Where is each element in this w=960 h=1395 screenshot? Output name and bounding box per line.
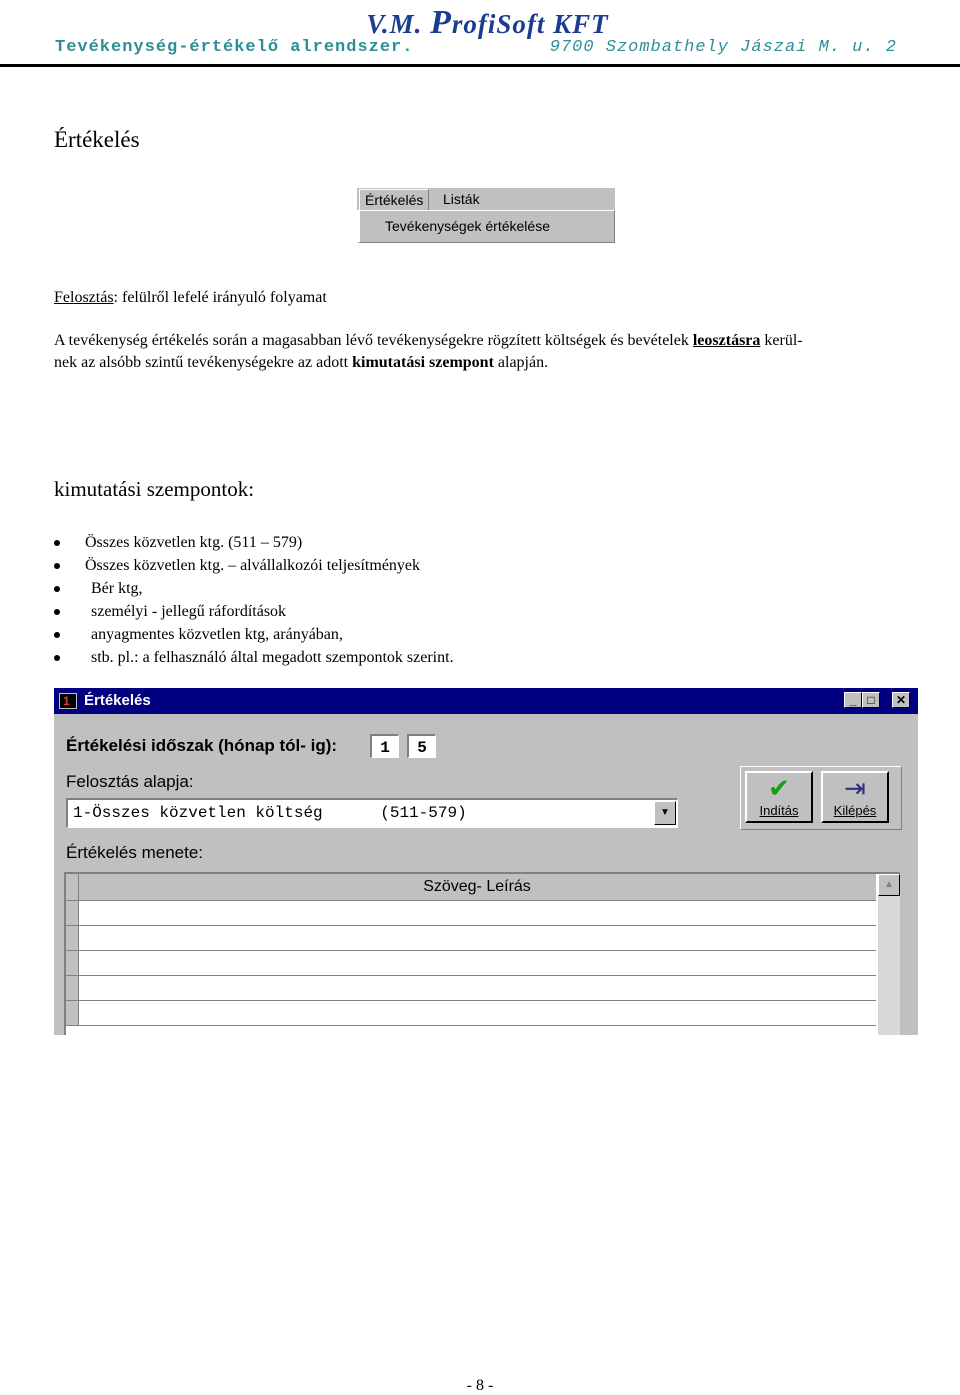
- header-address: 9700 Szombathely Jászai M. u. 2: [549, 38, 897, 57]
- page-number: - 8 -: [466, 1377, 494, 1394]
- menu-screenshot: [357, 188, 615, 243]
- action-panel: [740, 766, 902, 830]
- felosztas-heading: [54, 289, 327, 307]
- grid-header: [66, 874, 876, 901]
- table-row[interactable]: [66, 976, 876, 1001]
- menu-item-ertekeles[interactable]: Értékelés: [359, 189, 429, 211]
- vertical-scrollbar[interactable]: [878, 874, 900, 1035]
- table-row[interactable]: [66, 951, 876, 976]
- page-title: Értékelés: [54, 127, 140, 152]
- period-from-field[interactable]: 1: [370, 734, 399, 758]
- description-paragraph: [54, 330, 924, 374]
- progress-grid[interactable]: [64, 872, 900, 1035]
- header-subsystem: Tevékenység-értékelő alrendszer.: [55, 38, 414, 57]
- para-text-4: alapján.: [493, 354, 549, 371]
- checkmark-icon: ✔: [768, 773, 790, 803]
- progress-label: Értékelés menete:: [66, 843, 204, 862]
- basis-select[interactable]: [66, 798, 678, 828]
- company-name: [0, 4, 960, 42]
- dialog-titlebar[interactable]: [54, 688, 918, 714]
- para-text-1: A tevékenység értékelés során a magasabban lévő tevékenységekre rögzített költségek és bevételek: [54, 332, 693, 349]
- felosztas-term: Felosztás: [54, 289, 114, 306]
- para-text-3: nek az alsóbb szintű tevékenységekre az adott: [54, 354, 353, 371]
- basis-label: Felosztás alapja:: [66, 772, 194, 791]
- exit-door-icon: ⇥: [844, 773, 866, 803]
- dialog-title: Értékelés: [84, 692, 151, 709]
- close-icon[interactable]: ✕: [892, 692, 910, 708]
- bullet-icon: [54, 563, 60, 569]
- exit-button-label: Kilépés: [833, 803, 877, 818]
- maximize-icon[interactable]: □: [862, 692, 880, 708]
- menu-item-tevekenysegek-ertekelese[interactable]: Tevékenységek értékelése: [385, 218, 550, 234]
- bullet-icon: [54, 632, 60, 638]
- basis-selected-value: 1-Összes közvetlen költség (511-579): [73, 804, 467, 822]
- header-rule: [0, 64, 960, 67]
- period-to-field[interactable]: 5: [407, 734, 436, 758]
- kimutatasi-heading: kimutatási szempontok:: [54, 477, 255, 501]
- exit-button[interactable]: [821, 771, 889, 823]
- para-text-2: kerül-: [760, 332, 803, 349]
- minimize-icon[interactable]: _: [844, 692, 862, 708]
- company-prefix: V.M.: [366, 9, 431, 39]
- bullet-icon: [54, 609, 60, 615]
- bullet-icon: [54, 655, 60, 661]
- period-label: Értékelési időszak (hónap tól- ig):: [66, 736, 338, 755]
- company-rest: rofiSoft KFT: [451, 9, 609, 39]
- para-bold-term: kimutatási szempont: [352, 354, 494, 371]
- chevron-down-icon[interactable]: ▼: [654, 801, 676, 825]
- bullet-icon: [54, 540, 60, 546]
- grid-column-header[interactable]: Szöveg- Leírás: [423, 878, 531, 895]
- menu-item-listak[interactable]: Listák: [443, 191, 480, 207]
- scroll-up-icon[interactable]: ▲: [878, 874, 900, 896]
- company-initial: P: [430, 4, 452, 41]
- felosztas-definition: : felülről lefelé irányuló folyamat: [113, 289, 327, 306]
- table-row[interactable]: [66, 901, 876, 926]
- table-row[interactable]: [66, 926, 876, 951]
- bullet-icon: [54, 586, 60, 592]
- table-row[interactable]: [66, 1001, 876, 1026]
- app-icon: 1: [59, 693, 77, 709]
- start-button[interactable]: [745, 771, 813, 823]
- leosztasra-link[interactable]: leosztásra: [692, 332, 761, 349]
- start-button-label: Indítás: [759, 803, 799, 818]
- ertekeles-dialog: [54, 688, 918, 1035]
